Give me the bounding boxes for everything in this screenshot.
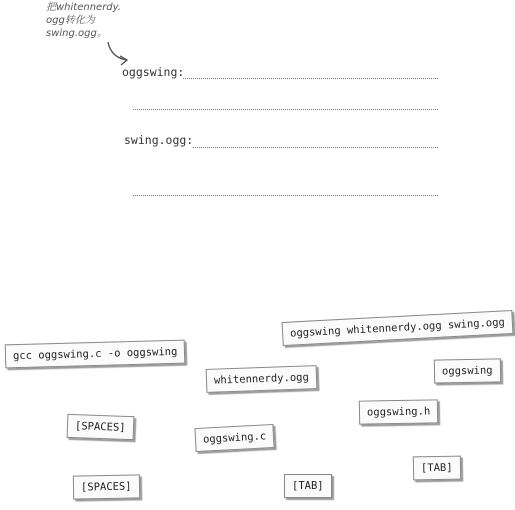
magnet-spaces-2[interactable]: [SPACES] [73,474,140,499]
note-line: 把whitennerdy. [46,2,121,13]
blank-command-oggswing[interactable] [133,109,438,110]
target-swing-label: swing.ogg: [124,133,194,147]
curved-arrow-icon [104,40,134,68]
magnet-oggswing-h[interactable]: oggswing.h [359,399,439,424]
target-oggswing-label: oggswing: [122,65,185,79]
magnet-tab-1[interactable]: [TAB] [413,456,461,481]
magnet-gcc-command[interactable]: gcc oggswing.c -o oggswing [5,340,186,369]
magnet-run-command[interactable]: oggswing whitennerdy.ogg swing.ogg [282,310,514,346]
handwritten-note [46,1,156,40]
note-line: ogg转化为 [46,15,95,26]
magnet-tab-2[interactable]: [TAB] [284,474,332,498]
blank-command-swing[interactable] [133,195,438,196]
magnet-whitennerdy-ogg[interactable]: whitennerdy.ogg [206,365,318,393]
magnet-spaces-1[interactable]: [SPACES] [67,414,134,440]
note-line: swing.ogg。 [46,28,107,39]
blank-dependencies-oggswing[interactable] [183,78,438,79]
magnet-oggswing-c[interactable]: oggswing.c [194,424,274,452]
magnet-oggswing[interactable]: oggswing [434,358,501,383]
blank-dependencies-swing[interactable] [193,147,438,148]
